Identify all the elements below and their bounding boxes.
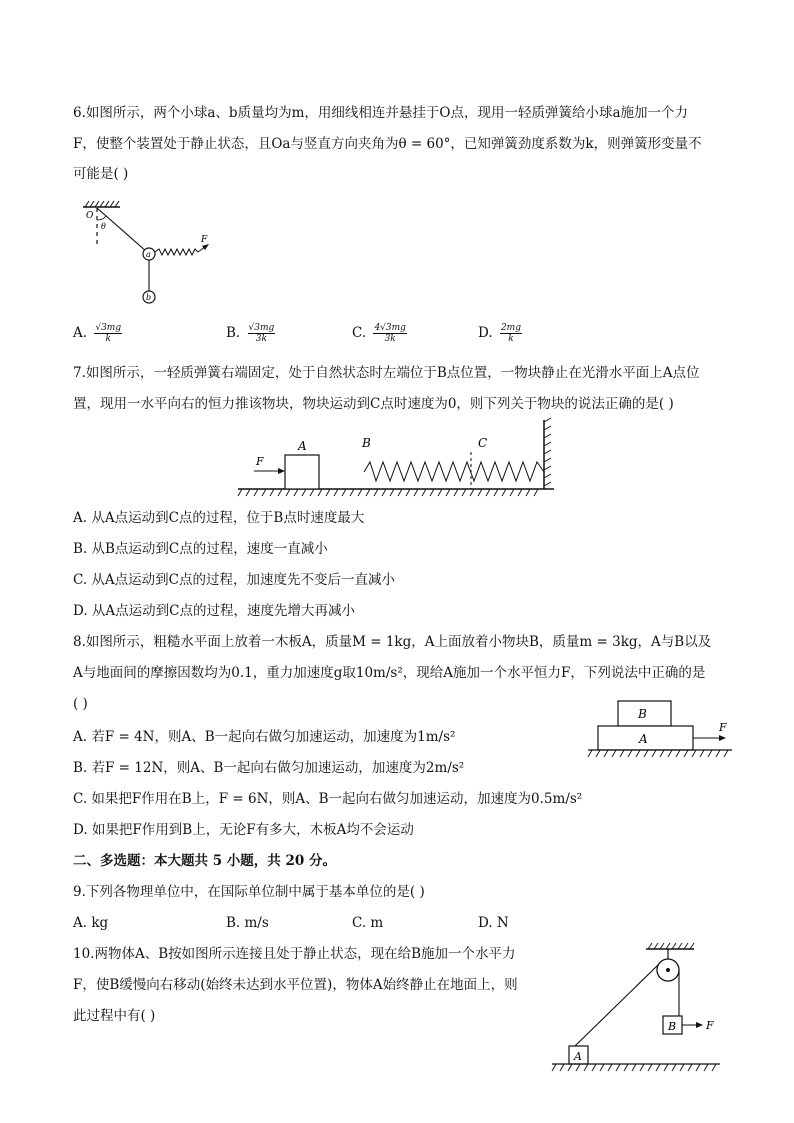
q6-fig-label-b: b — [146, 293, 152, 302]
q6-option-b-den: 3k — [255, 334, 267, 344]
q7-fig-label-C: C — [478, 436, 488, 450]
q10-fig-label-F: F — [706, 1019, 714, 1032]
q6-stem-line-2: F，使整个装置处于静止状态，且Oa与竖直方向夹角为θ = 60°，已知弹簧劲度系数为k，则弹簧形变量不 — [73, 136, 702, 152]
q6-option-b-letter: B. — [226, 325, 241, 341]
q8-stem-line-2: A与地面间的摩擦因数均为0.1，重力加速度g取10m/s²，现给A施加一个水平恒力F，下列说法中正确的是 — [73, 665, 706, 681]
q10-fig-label-A: A — [574, 1050, 582, 1063]
q10-stem-line-1: 10.两物体A、B按如图所示连接且处于静止状态，现在给B施加一个水平力 — [73, 946, 516, 962]
q6-option-c-letter: C. — [352, 325, 367, 341]
q6-fig-label-F: F — [201, 235, 208, 245]
q7-option-a[interactable]: A. 从A点运动到C点的过程，位于B点时速度最大 — [73, 510, 365, 526]
q8-option-b[interactable]: B. 若F = 12N，则A、B一起向右做匀加速运动，加速度为2m/s² — [73, 760, 465, 776]
q8-stem-line-1: 8.如图所示，粗糙水平面上放着一木板A，质量M = 1kg，A上面放着小物块B，质量m = 3kg，A与B以及 — [73, 634, 712, 650]
q6-fig-label-O: O — [86, 211, 94, 221]
q9-option-a[interactable]: A. kg — [73, 915, 109, 931]
q8-stem-line-3: ( ) — [73, 696, 88, 712]
q7-option-b[interactable]: B. 从B点运动到C点的过程，速度一直减小 — [73, 541, 328, 557]
q10-fig-label-B: B — [668, 1020, 677, 1033]
q8-fig-label-B: B — [638, 707, 647, 721]
q7-option-c[interactable]: C. 从A点运动到C点的过程，加速度先不变后一直减小 — [73, 572, 396, 588]
q7-stem-line-1: 7.如图所示，一轻质弹簧右端固定，处于自然状态时左端位于B点位置，一物块静止在光滑水平面上A点位 — [73, 365, 700, 381]
q7-fig-label-F: F — [256, 455, 264, 468]
q10-figure — [548, 940, 728, 1075]
q6-option-a-den: k — [105, 334, 111, 344]
q9-stem: 9.下列各物理单位中，在国际单位制中属于基本单位的是( ) — [73, 884, 425, 900]
q9-option-b[interactable]: B. m/s — [226, 915, 269, 931]
q6-option-b[interactable] — [226, 323, 275, 344]
section-heading-multiple-choice: 二、多选题：本大题共 5 小题，共 20 分。 — [73, 853, 336, 869]
q6-fig-label-theta: θ — [101, 222, 106, 231]
q8-option-d[interactable]: D. 如果把F作用到B上，无论F有多大，木板A均不会运动 — [73, 822, 414, 838]
q6-option-b-num: √3mg — [248, 323, 275, 333]
q8-fig-label-A: A — [639, 732, 648, 746]
q10-stem-line-2: F，使B缓慢向右移动(始终未达到水平位置)，物体A始终静止在地面上，则 — [73, 977, 518, 993]
q7-fig-label-B: B — [362, 436, 371, 450]
q6-stem-line-1: 6.如图所示，两个小球a、b质量均为m，用细线相连并悬挂于O点，现用一轻质弹簧给小球a施加一个力 — [73, 105, 688, 121]
q6-option-c-den: 3k — [384, 334, 396, 344]
q6-option-d-letter: D. — [478, 325, 493, 341]
q6-figure — [75, 198, 225, 308]
q6-option-d-den: k — [508, 334, 514, 344]
q7-fig-label-A: A — [298, 439, 307, 453]
q9-option-d[interactable]: D. N — [478, 915, 509, 931]
q6-option-a-fraction — [94, 323, 122, 344]
q6-option-a-num: √3mg — [95, 323, 122, 333]
q6-option-a[interactable] — [73, 323, 122, 344]
q6-option-c-fraction — [373, 323, 406, 344]
q10-stem-line-3: 此过程中有( ) — [73, 1008, 156, 1024]
q6-fig-label-a: a — [146, 250, 151, 259]
q6-stem-line-3: 可能是( ) — [73, 166, 129, 182]
q8-option-a[interactable]: A. 若F = 4N，则A、B一起向右做匀加速运动，加速度为1m/s² — [73, 729, 456, 745]
q6-option-b-fraction — [248, 323, 276, 344]
q7-option-d[interactable]: D. 从A点运动到C点的过程，速度先增大再减小 — [73, 603, 356, 619]
q6-option-d-num: 2mg — [500, 323, 521, 333]
q7-figure — [236, 418, 561, 500]
q9-option-c[interactable]: C. m — [352, 915, 384, 931]
q8-fig-label-F: F — [719, 721, 727, 734]
q6-option-c-num: 4√3mg — [374, 323, 406, 333]
q6-option-d[interactable] — [478, 323, 522, 344]
q6-option-c[interactable] — [352, 323, 407, 344]
q8-option-c[interactable]: C. 如果把F作用在B上，F = 6N，则A、B一起向右做匀加速运动，加速度为0.5m/s² — [73, 791, 583, 807]
q6-option-a-letter: A. — [73, 325, 88, 341]
q8-figure — [586, 697, 736, 765]
q6-option-d-fraction — [500, 323, 522, 344]
q7-stem-line-2: 置，现用一水平向右的恒力推该物块，物块运动到C点时速度为0，则下列关于物块的说法正确的是( ) — [73, 396, 674, 412]
